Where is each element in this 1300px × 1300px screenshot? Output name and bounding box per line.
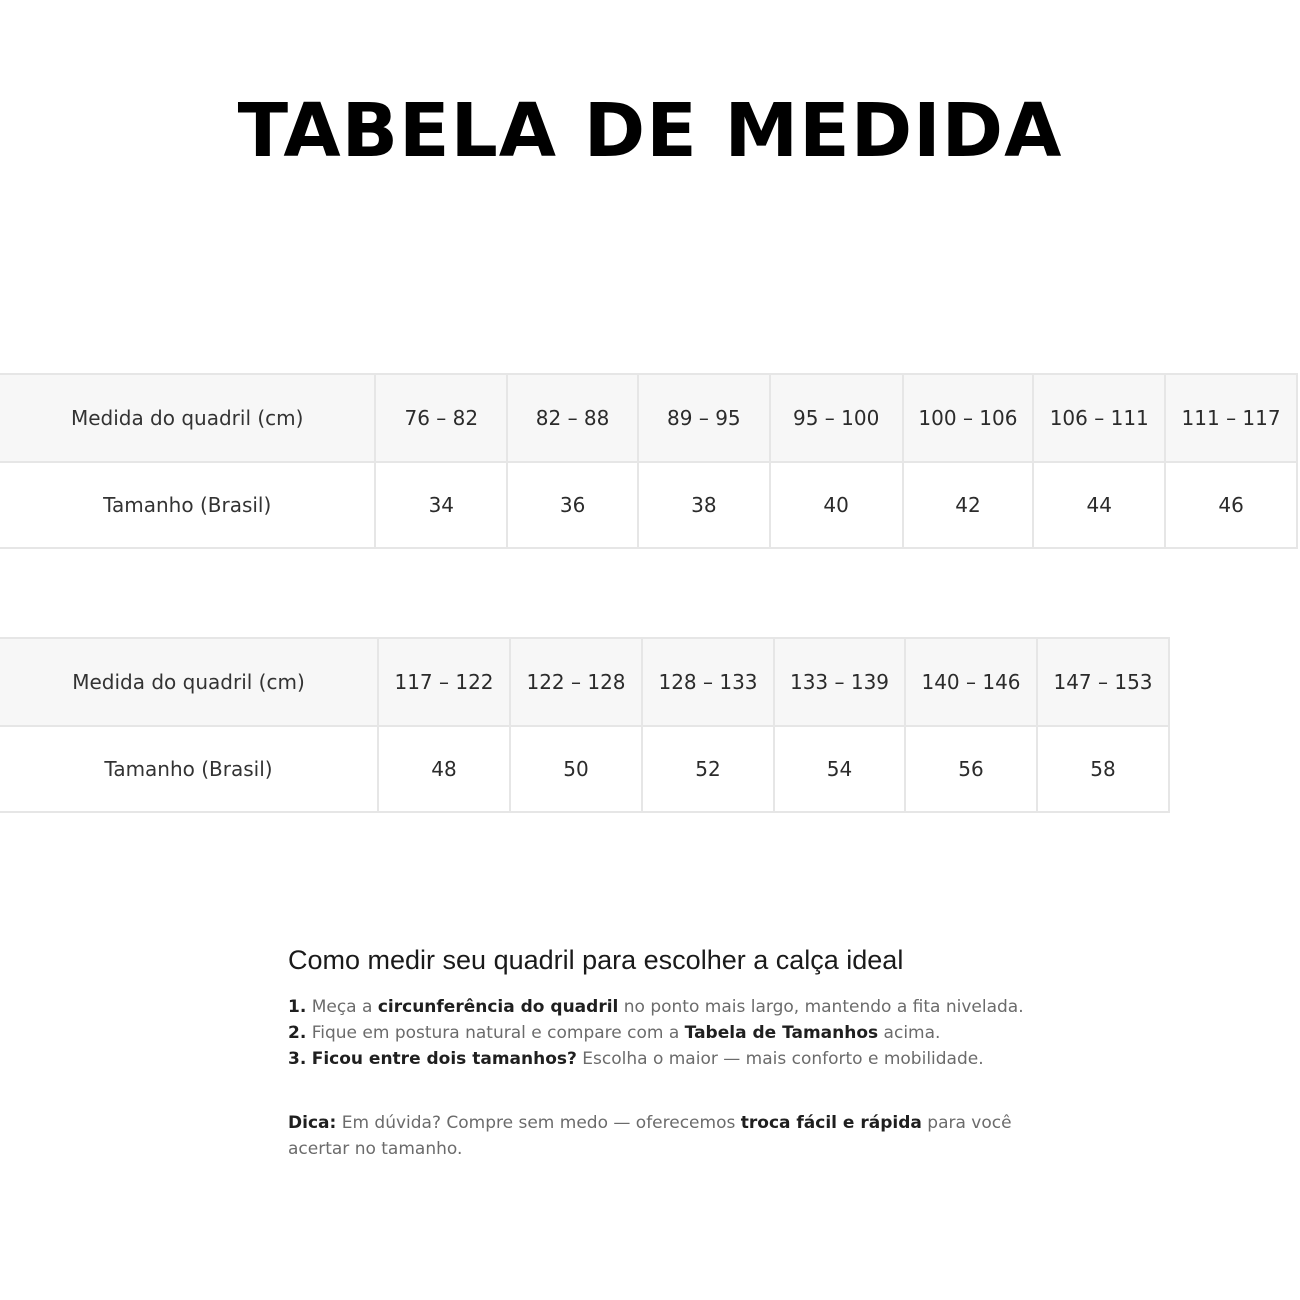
step-number: 3. xyxy=(288,1049,307,1069)
size-cell: 42 xyxy=(903,462,1034,548)
hip-range-cell: 82 – 88 xyxy=(507,374,638,462)
size-table-1 xyxy=(0,373,1298,549)
size-cell: 56 xyxy=(905,726,1037,812)
size-row xyxy=(0,726,1169,812)
hip-range-cell: 89 – 95 xyxy=(638,374,770,462)
size-cell: 48 xyxy=(378,726,510,812)
step-highlight: circunferência do quadril xyxy=(377,997,619,1017)
guide-step xyxy=(288,1046,1048,1072)
size-cell: 34 xyxy=(375,462,507,548)
tip-highlight: troca fácil e rápida xyxy=(740,1113,922,1133)
step-text: Meça a xyxy=(306,997,378,1017)
size-cell: 58 xyxy=(1037,726,1169,812)
size-cell: 44 xyxy=(1033,462,1165,548)
size-cell: 52 xyxy=(642,726,774,812)
step-text: Escolha o maior — mais conforto e mobilidade. xyxy=(576,1049,984,1069)
hip-range-cell: 128 – 133 xyxy=(642,638,774,726)
guide-heading: Como medir seu quadril para escolher a calça ideal xyxy=(288,945,904,975)
size-cell: 50 xyxy=(510,726,642,812)
hip-range-cell: 133 – 139 xyxy=(774,638,905,726)
step-text: acima. xyxy=(878,1023,941,1043)
hip-range-cell: 147 – 153 xyxy=(1037,638,1169,726)
hip-range-cell: 122 – 128 xyxy=(510,638,642,726)
measuring-guide xyxy=(288,945,1048,1162)
size-cell: 36 xyxy=(507,462,638,548)
step-text: no ponto mais largo, mantendo a fita nivelada. xyxy=(618,997,1024,1017)
size-table-2 xyxy=(0,637,1170,813)
guide-steps xyxy=(288,994,1048,1072)
size-cell: 40 xyxy=(770,462,903,548)
size-cell: 38 xyxy=(638,462,770,548)
hip-measure-row xyxy=(0,374,1297,462)
size-cell: 46 xyxy=(1165,462,1297,548)
guide-tip xyxy=(288,1110,1048,1162)
hip-range-cell: 106 – 111 xyxy=(1033,374,1165,462)
hip-measure-row xyxy=(0,638,1169,726)
tip-label: Dica: xyxy=(288,1113,337,1133)
step-highlight: Ficou entre dois tamanhos? xyxy=(311,1049,577,1069)
hip-range-cell: 117 – 122 xyxy=(378,638,510,726)
tip-text: Em dúvida? Compre sem medo — oferecemos xyxy=(336,1113,741,1133)
size-row xyxy=(0,462,1297,548)
size-cell: 54 xyxy=(774,726,905,812)
step-highlight: Tabela de Tamanhos xyxy=(684,1023,879,1043)
step-number: 2. xyxy=(288,1023,307,1043)
tip-text: para você acertar no tamanho. xyxy=(288,1113,1012,1159)
page-title: TABELA DE MEDIDA xyxy=(237,88,1063,174)
hip-range-cell: 76 – 82 xyxy=(375,374,507,462)
guide-step xyxy=(288,994,1048,1020)
hip-range-cell: 140 – 146 xyxy=(905,638,1037,726)
guide-step xyxy=(288,1020,1048,1046)
row-label-size: Tamanho (Brasil) xyxy=(0,462,375,548)
step-number: 1. xyxy=(288,997,307,1017)
step-text: Fique em postura natural e compare com a xyxy=(306,1023,685,1043)
row-label-size: Tamanho (Brasil) xyxy=(0,726,378,812)
hip-range-cell: 100 – 106 xyxy=(903,374,1034,462)
hip-range-cell: 95 – 100 xyxy=(770,374,903,462)
row-label-hip: Medida do quadril (cm) xyxy=(0,638,378,726)
hip-range-cell: 111 – 117 xyxy=(1165,374,1297,462)
row-label-hip: Medida do quadril (cm) xyxy=(0,374,375,462)
